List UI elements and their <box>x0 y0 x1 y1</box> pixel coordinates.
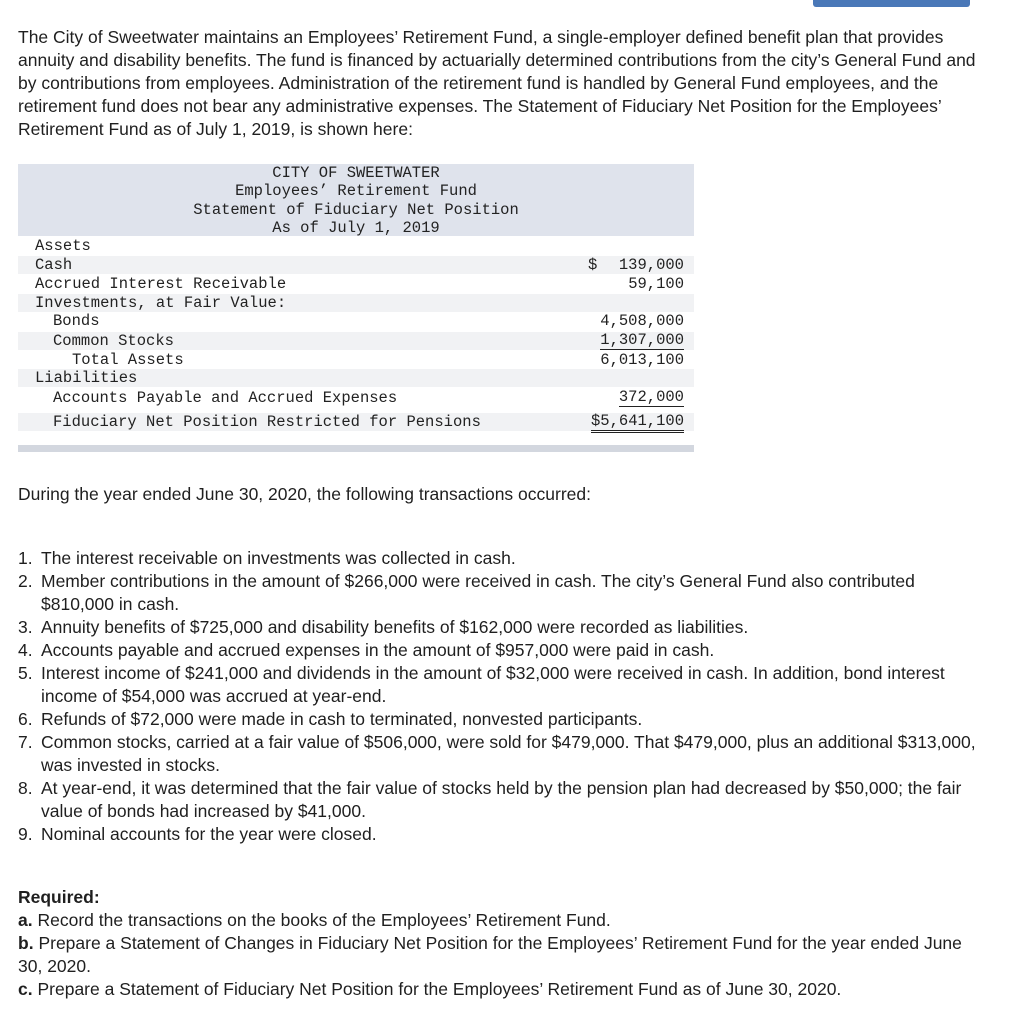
transaction-text: Refunds of $72,000 were made in cash to terminated, nonvested participants. <box>41 709 643 729</box>
statement-row-amount: 59,100 <box>628 275 684 293</box>
statement-row <box>18 332 694 350</box>
statement-row-label: Assets <box>35 237 91 255</box>
statement-row-label: Bonds <box>53 312 100 330</box>
statement-row <box>18 351 694 369</box>
transaction-text: The interest receivable on investments was collected in cash. <box>41 548 516 568</box>
required-item-text: Prepare a Statement of Fiduciary Net Position for the Employees’ Retirement Fund as of June 30, 2020. <box>37 979 842 999</box>
transaction-item <box>18 823 978 846</box>
transaction-number: 9. <box>18 824 33 844</box>
transaction-number: 1. <box>18 548 33 568</box>
transaction-number: 7. <box>18 732 33 752</box>
transactions-list <box>18 547 978 846</box>
statement-header <box>18 164 694 236</box>
statement-header-line: Statement of Fiduciary Net Position <box>193 201 519 219</box>
top-tab-button[interactable] <box>813 0 970 7</box>
statement-row-label: Total Assets <box>72 351 184 369</box>
statement-header-line: Employees’ Retirement Fund <box>235 182 477 200</box>
transaction-item <box>18 708 978 731</box>
statement-row <box>18 389 694 407</box>
statement-header-line: As of July 1, 2019 <box>272 219 440 237</box>
statement-row-label: Common Stocks <box>53 332 174 350</box>
statement-row <box>18 275 694 293</box>
transaction-text: Interest income of $241,000 and dividends in the amount of $32,000 were received in cash. In addition, bond interest income of $54,000 was accrued at year-end. <box>41 663 945 706</box>
transaction-text: Accounts payable and accrued expenses in the amount of $957,000 were paid in cash. <box>41 640 715 660</box>
transaction-number: 6. <box>18 709 33 729</box>
transaction-text: At year-end, it was determined that the fair value of stocks held by the pension plan had decreased by $50,000; the fair value of bonds had increased by $41,000. <box>41 778 962 821</box>
required-item <box>18 932 988 978</box>
transaction-number: 4. <box>18 640 33 660</box>
required-item-text: Record the transactions on the books of the Employees’ Retirement Fund. <box>37 910 611 930</box>
transaction-text: Nominal accounts for the year were closed. <box>41 824 377 844</box>
transaction-item <box>18 616 978 639</box>
statement-row-label: Fiduciary Net Position Restricted for Pensions <box>53 413 481 431</box>
statement-row-amount: 1,307,000 <box>600 331 684 349</box>
statement-header-line: CITY OF SWEETWATER <box>272 164 440 182</box>
statement-row-label: Accounts Payable and Accrued Expenses <box>53 389 398 407</box>
required-item <box>18 978 988 1001</box>
required-items <box>18 909 988 1001</box>
statement-row <box>18 369 694 387</box>
statement-row-amount: 4,508,000 <box>600 312 684 330</box>
statement-row-dollar-sign: $ <box>588 256 598 274</box>
transaction-item <box>18 639 978 662</box>
intro-paragraph: The City of Sweetwater maintains an Employees’ Retirement Fund, a single-employer defined benefit plan that provides annuity and disability benefits. The fund is financed by actuarially determined contributions from the city’s General Fund and by contributions from employees. Administration of the retirement fund is handled by General Fund employees, and the retirement fund does not bear any administrative expenses. The Statement of Fiduciary Net Position for the Employees’ Retirement Fund as of July 1, 2019, is shown here: <box>18 27 976 139</box>
transaction-text: Common stocks, carried at a fair value of $506,000, were sold for $479,000. That $479,000, plus an additional $313,000, was invested in stocks. <box>41 732 976 775</box>
transaction-number: 3. <box>18 617 33 637</box>
statement-row-amount: $5,641,100 <box>591 413 684 433</box>
transaction-text: Member contributions in the amount of $266,000 were received in cash. The city’s General Fund also contributed $810,000 in cash. <box>41 571 915 614</box>
transaction-item <box>18 547 978 570</box>
statement-row-label: Liabilities <box>35 369 138 387</box>
transaction-item <box>18 731 978 777</box>
transaction-text: Annuity benefits of $725,000 and disability benefits of $162,000 were recorded as liabilities. <box>41 617 749 637</box>
transaction-number: 8. <box>18 778 33 798</box>
transaction-number: 5. <box>18 663 33 683</box>
required-item-letter: c. <box>18 979 33 999</box>
statement-row-amount: 139,000 <box>618 256 684 274</box>
statement-row <box>18 237 694 255</box>
transaction-item <box>18 662 978 708</box>
transaction-number: 2. <box>18 571 33 591</box>
statement-bottom-rule <box>18 445 694 452</box>
required-section <box>18 886 988 1001</box>
required-item-letter: a. <box>18 910 33 930</box>
required-title: Required: <box>18 887 100 907</box>
statement-row <box>18 413 694 431</box>
statement-row-label: Cash <box>35 256 73 274</box>
statement-row-amount: 6,013,100 <box>600 351 684 369</box>
transactions-intro: During the year ended June 30, 2020, the following transactions occurred: <box>18 484 591 504</box>
statement-row <box>18 312 694 330</box>
transaction-item <box>18 570 978 616</box>
required-item-letter: b. <box>18 933 34 953</box>
required-item <box>18 909 988 932</box>
statement-row-label: Investments, at Fair Value: <box>35 294 287 312</box>
required-item-text: Prepare a Statement of Changes in Fiduciary Net Position for the Employees’ Retirement Fund for the year ended June 30, 2020. <box>18 933 962 976</box>
statement-row-amount: 372,000 <box>618 388 684 406</box>
statement-row <box>18 256 694 274</box>
fiduciary-statement-table <box>18 164 694 454</box>
transaction-item <box>18 777 978 823</box>
statement-row-label: Accrued Interest Receivable <box>35 275 287 293</box>
statement-row <box>18 294 694 312</box>
